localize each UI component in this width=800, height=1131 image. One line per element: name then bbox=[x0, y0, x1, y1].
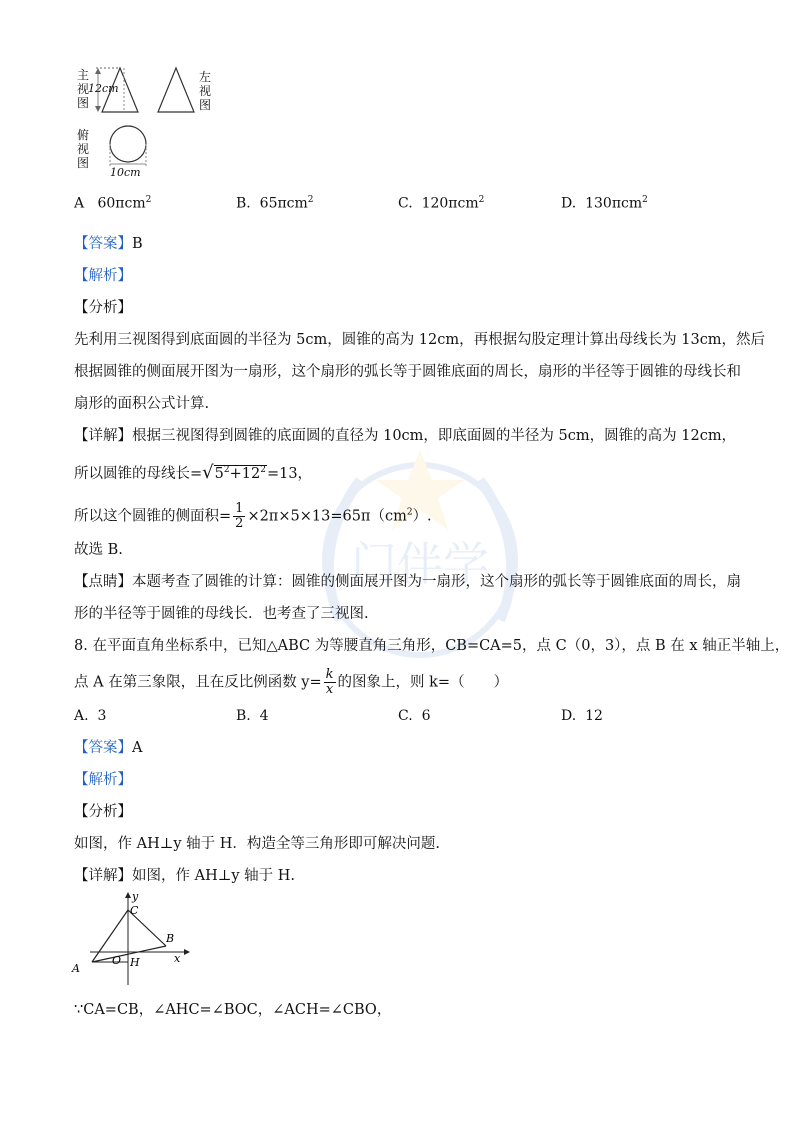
label-c: C bbox=[130, 904, 139, 917]
q8-stem-line-1: 8. 在平面直角坐标系中，已知△ABC 为等腰直角三角形，CB=CA=5，点 C（0，3），点 B 在 x 轴正半轴上， bbox=[74, 638, 790, 654]
triangle-coordinate-figure bbox=[70, 890, 200, 990]
left-view-label: 左 视 图 bbox=[198, 70, 211, 112]
top-view-label: 俯 视 图 bbox=[76, 128, 89, 170]
q8-option-d: D. 12 bbox=[561, 708, 603, 724]
q7-fenxi-line-2: 根据圆锥的侧面展开图为一扇形，这个扇形的弧长等于圆锥底面的周长，扇形的半径等于圆锥的母线长和 bbox=[74, 364, 741, 380]
top-view-circle bbox=[110, 126, 146, 162]
diameter-label: 10cm bbox=[110, 166, 141, 179]
q8-fenxi-tag: 【分析】 bbox=[74, 804, 132, 820]
q7-fenxi-line-1: 先利用三视图得到底面圆的半径为 5cm，圆锥的高为 12cm，再根据勾股定理计算出母线长为 13cm，然后 bbox=[74, 332, 766, 348]
q7-guxuan: 故选 B. bbox=[74, 542, 123, 558]
q7-option-a: A 60πcm$^2$ bbox=[74, 195, 152, 212]
q7-option-d: D. 130πcm$^2$ bbox=[561, 195, 648, 212]
three-view-drawing bbox=[86, 62, 196, 180]
q8-answer: 【答案】A bbox=[74, 740, 143, 756]
q8-option-a: A. 3 bbox=[74, 708, 107, 724]
q7-cemian-line: 所以这个圆锥的侧面积= $\frac{1}{2}$ $\times 2\pi\times 5\times 13=65\pi(cm^2)$. bbox=[74, 501, 432, 531]
q7-jiexi-tag: 【解析】 bbox=[74, 268, 132, 284]
fraction-one-half: $\frac{1}{2}$ bbox=[235, 501, 244, 531]
q7-option-c: C. 120πcm$^2$ bbox=[398, 195, 485, 212]
segment-ab bbox=[92, 946, 166, 962]
label-h: H bbox=[130, 956, 140, 969]
label-x: x bbox=[174, 952, 181, 965]
q8-last-line: ∵CA=CB，∠AHC=∠BOC，∠ACH=∠CBO， bbox=[74, 1002, 392, 1018]
left-view-triangle bbox=[158, 68, 194, 112]
q8-option-b: B. 4 bbox=[236, 708, 269, 724]
q7-xiangjie: 【详解】根据三视图得到圆锥的底面圆的直径为 10cm，即底面圆的半径为 5cm，圆锥的高为 12cm， bbox=[74, 428, 737, 444]
label-b: B bbox=[166, 932, 175, 945]
q8-xiangjie: 【详解】如图，作 AH⊥y 轴于 H. bbox=[74, 868, 296, 884]
q7-option-b: B. 65πcm$^2$ bbox=[236, 195, 314, 212]
q7-answer: 【答案】B bbox=[74, 236, 143, 252]
q8-jiexi-tag: 【解析】 bbox=[74, 772, 132, 788]
segment-ca bbox=[92, 910, 128, 962]
label-a: A bbox=[72, 962, 80, 975]
q8-option-c: C. 6 bbox=[398, 708, 431, 724]
main-view-label: 主 视 图 bbox=[76, 68, 89, 110]
q8-fenxi-line: 如图，作 AH⊥y 轴于 H．构造全等三角形即可解决问题. bbox=[74, 836, 441, 852]
fraction-k-over-x: $\frac{k}{x}$ bbox=[325, 667, 334, 697]
height-label: 12cm bbox=[88, 82, 119, 95]
q7-fenxi-line-3: 扇形的面积公式计算. bbox=[74, 396, 210, 412]
watermark-text: 门伴学 bbox=[351, 537, 489, 591]
q7-dianjing-1: 【点睛】本题考查了圆锥的计算：圆锥的侧面展开图为一扇形，这个扇形的弧长等于圆锥底面的周长，扇 bbox=[74, 574, 741, 590]
q7-fenxi-tag: 【分析】 bbox=[74, 300, 132, 316]
label-y: y bbox=[132, 890, 139, 903]
q7-dianjing-2: 形的半径等于圆锥的母线长．也考查了三视图. bbox=[74, 606, 369, 622]
q7-muxian-line: 所以圆锥的母线长$=√5^2+12^2=13$， bbox=[74, 461, 313, 483]
q8-stem-line-2: 点 A 在第三象限，且在反比例函数 y= $\frac{k}{x}$ 的图象上，则 k=（ ） bbox=[74, 667, 509, 697]
label-o: O bbox=[112, 954, 122, 967]
